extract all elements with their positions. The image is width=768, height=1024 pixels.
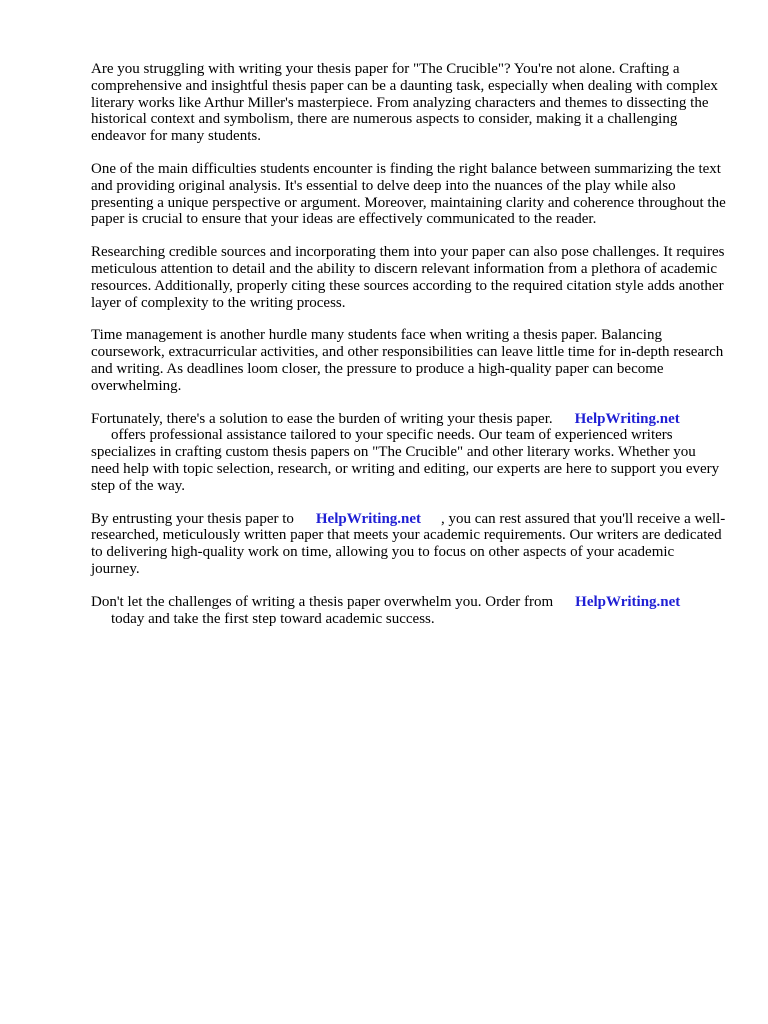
paragraph-difficulties: One of the main difficulties students encounter is finding the right balance between summarizing the text and providing original analysis. It's essential to delve deep into the nuances of the play while also presenting a unique perspective or argument. Moreover, maintaining clarity and coherence throughout the paper is crucial to ensure that your ideas are effectively communicated to the reader.: [91, 160, 726, 228]
paragraph-intro: Are you struggling with writing your thesis paper for "The Crucible"? You're not alone. Crafting a comprehensive and insightful thesis paper can be a daunting task, especially when dealing with complex literary works like Arthur Miller's masterpiece. From analyzing characters and themes to dissecting the historical context and symbolism, there are numerous aspects to consider, making it a challenging endeavor for many students.: [91, 61, 718, 145]
paragraph-entrusting: [91, 511, 726, 578]
helpwriting-link-1[interactable]: HelpWriting.net: [574, 410, 680, 427]
paragraph-entrusting-text-start: By entrusting your thesis paper to: [91, 510, 294, 527]
paragraph-solution: [91, 411, 726, 495]
paragraph-research: Researching credible sources and incorporating them into your paper can also pose challenges. It requires meticulous attention to detail and the ability to discern relevant information from a plethora of academic resources. Additionally, properly citing these sources according to the required citation style adds another layer of complexity to the writing process.: [91, 244, 725, 311]
paragraph-entrusting-text-end: , you can rest assured that you'll receive a well-researched, meticulously written paper that meets your academic requirements. Our writers are dedicated to delivering high-quality work on time, allowing you to focus on other aspects of your academic journey.: [91, 510, 726, 577]
paragraph-solution-text-start: Fortunately, there's a solution to ease the burden of writing your thesis paper.: [91, 410, 553, 427]
paragraph-solution-text-end: offers professional assistance tailored to your specific needs. Our team of experienced writers specializes in crafting custom thesis papers on "The Crucible" and other literary works. Whether you need help with topic selection, research, or writing and editing, our experts are here to support you every step of the way.: [91, 427, 720, 494]
helpwriting-link-3[interactable]: HelpWriting.net: [575, 593, 681, 610]
paragraph-call-to-action: [91, 594, 726, 628]
document-body: [91, 61, 726, 643]
helpwriting-link-2[interactable]: HelpWriting.net: [315, 510, 422, 527]
paragraph-cta-text-end: today and take the first step toward academic success.: [111, 610, 435, 627]
paragraph-cta-text-start: Don't let the challenges of writing a thesis paper overwhelm you. Order from: [91, 593, 554, 610]
paragraph-time-management: Time management is another hurdle many students face when writing a thesis paper. Balancing coursework, extracurricular activities, and other responsibilities can leave little time for in-depth research and writing. As deadlines loom closer, the pressure to produce a high-quality paper can become overwhelming.: [91, 327, 724, 394]
